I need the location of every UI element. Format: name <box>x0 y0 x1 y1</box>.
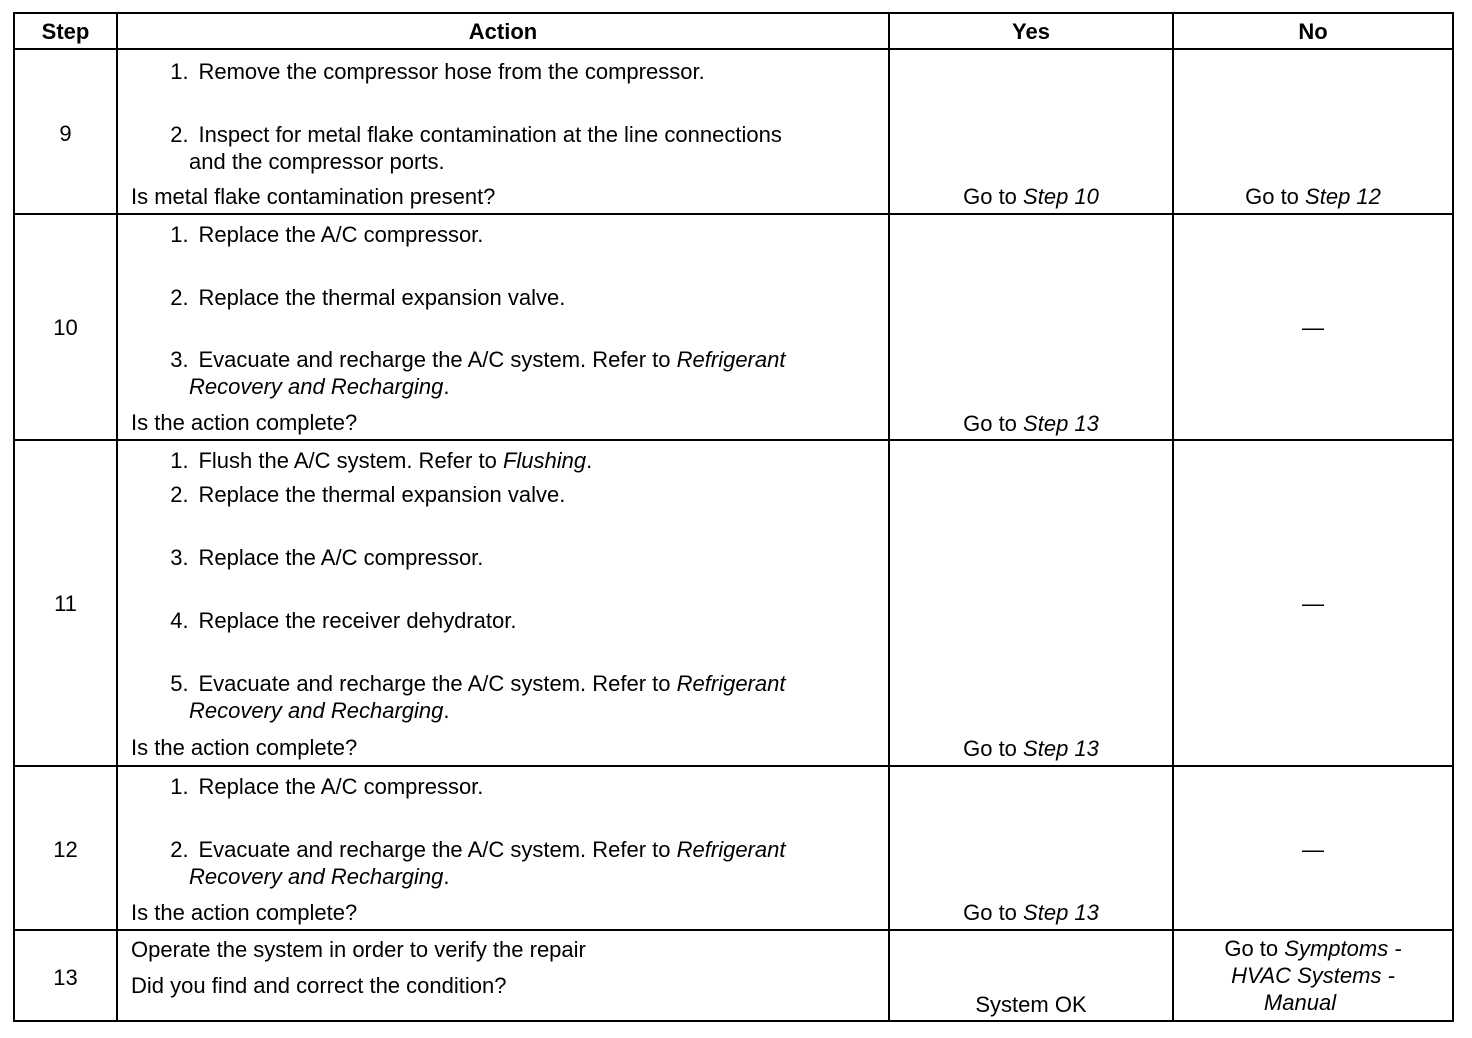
column-divider <box>888 14 890 48</box>
table-header <box>15 14 1452 50</box>
reference-link[interactable]: Symptoms - <box>1284 936 1402 961</box>
column-divider <box>888 441 890 765</box>
action-text: Operate the system in order to verify the repair <box>131 937 586 962</box>
item-text: Flush the A/C system. Refer to <box>198 448 497 473</box>
item-number: 3. <box>170 347 189 372</box>
item-number: 5. <box>170 671 189 696</box>
period: . <box>443 864 450 889</box>
item-number: 2. <box>170 482 189 507</box>
item-number: 2. <box>170 837 189 862</box>
item-text-continued <box>189 863 450 890</box>
list-item <box>149 773 483 800</box>
table-row <box>15 767 1452 931</box>
item-number: 2. <box>170 285 189 310</box>
no-outcome-continued <box>1174 989 1426 1016</box>
question: Did you find and correct the condition? <box>131 973 507 998</box>
column-divider <box>116 50 118 213</box>
column-divider <box>888 215 890 439</box>
step-number: 10 <box>53 315 78 340</box>
item-number: 1. <box>170 222 189 247</box>
no-outcome <box>1174 183 1452 210</box>
table-row <box>15 50 1452 215</box>
list-item <box>149 544 483 571</box>
yes-outcome <box>890 899 1172 926</box>
reference-link[interactable]: HVAC Systems - <box>1231 963 1395 988</box>
reference-link[interactable]: Refrigerant <box>676 837 786 862</box>
no-outcome-continued <box>1174 962 1452 989</box>
item-text: Evacuate and recharge the A/C system. Refer to <box>198 347 671 372</box>
step-number: 9 <box>59 121 72 146</box>
step-number: 12 <box>53 837 78 862</box>
column-divider <box>116 14 118 48</box>
reference-link[interactable]: Flushing <box>502 448 587 473</box>
item-text-continued: and the compressor ports. <box>189 149 445 174</box>
reference-link[interactable]: Recovery and Recharging <box>189 698 444 723</box>
item-text: Replace the A/C compressor. <box>198 545 484 570</box>
item-number: 4. <box>170 608 189 633</box>
item-text: Replace the A/C compressor. <box>198 774 484 799</box>
period: . <box>443 374 450 399</box>
header-step: Step <box>41 19 90 44</box>
column-divider <box>116 767 118 929</box>
item-text-continued <box>189 697 450 724</box>
no-outcome: — <box>1302 837 1324 862</box>
item-text-continued <box>189 373 450 400</box>
period: . <box>443 698 450 723</box>
column-divider <box>116 215 118 439</box>
item-text: Replace the A/C compressor. <box>198 222 484 247</box>
question: Is the action complete? <box>131 735 358 760</box>
yes-outcome: System OK <box>975 992 1087 1017</box>
step-number: 11 <box>54 591 77 616</box>
no-outcome: — <box>1302 315 1324 340</box>
header-no: No <box>1298 19 1328 44</box>
step-link[interactable]: Step 13 <box>1023 411 1099 436</box>
item-number: 1. <box>170 448 189 473</box>
column-divider <box>116 441 118 765</box>
item-number: 2. <box>170 122 189 147</box>
list-item <box>149 447 592 474</box>
item-text: Replace the thermal expansion valve. <box>198 285 566 310</box>
header-yes: Yes <box>1012 19 1050 44</box>
table-row <box>15 931 1452 1020</box>
go-to-text: Go to <box>963 411 1017 436</box>
go-to-text: Go to <box>963 184 1017 209</box>
column-divider <box>116 931 118 1020</box>
reference-link[interactable]: Recovery and Recharging <box>189 374 444 399</box>
list-item <box>149 284 565 311</box>
list-item <box>149 607 516 634</box>
go-to-text: Go to <box>1245 184 1299 209</box>
yes-outcome <box>890 735 1172 762</box>
item-text: Replace the thermal expansion valve. <box>198 482 566 507</box>
question: Is metal flake contamination present? <box>131 184 496 209</box>
item-text: Remove the compressor hose from the compressor. <box>198 59 705 84</box>
list-item <box>149 836 785 863</box>
header-action: Action <box>468 19 538 44</box>
step-number: 13 <box>53 965 78 990</box>
list-item <box>149 121 782 148</box>
item-number: 3. <box>170 545 189 570</box>
list-item <box>149 221 483 248</box>
item-text: Evacuate and recharge the A/C system. Refer to <box>198 671 671 696</box>
step-link[interactable]: Step 12 <box>1305 184 1381 209</box>
question: Is the action complete? <box>131 410 358 435</box>
reference-link[interactable]: Recovery and Recharging <box>189 864 444 889</box>
no-outcome: — <box>1302 591 1324 616</box>
table-row <box>15 441 1452 767</box>
reference-link[interactable]: Manual <box>1263 990 1337 1015</box>
yes-outcome <box>890 183 1172 210</box>
list-item <box>149 58 705 85</box>
column-divider <box>1172 14 1174 48</box>
item-number: 1. <box>170 59 189 84</box>
question: Is the action complete? <box>131 900 358 925</box>
yes-outcome <box>890 410 1172 437</box>
item-text: Replace the receiver dehydrator. <box>198 608 517 633</box>
diagnostic-table <box>13 12 1454 1022</box>
step-link[interactable]: Step 13 <box>1023 900 1099 925</box>
list-item <box>149 346 785 373</box>
item-number: 1. <box>170 774 189 799</box>
step-link[interactable]: Step 13 <box>1023 736 1099 761</box>
list-item <box>149 670 785 697</box>
table-row <box>15 215 1452 441</box>
period: . <box>586 448 593 473</box>
step-link[interactable]: Step 10 <box>1023 184 1099 209</box>
item-text: Evacuate and recharge the A/C system. Refer to <box>198 837 671 862</box>
item-text: Inspect for metal flake contamination at the line connections <box>198 122 782 147</box>
reference-link[interactable]: Refrigerant <box>676 347 786 372</box>
no-outcome <box>1174 935 1452 962</box>
reference-link[interactable]: Refrigerant <box>676 671 786 696</box>
go-to-text: Go to <box>963 736 1017 761</box>
list-item <box>149 481 565 508</box>
go-to-text: Go to <box>1224 936 1279 961</box>
go-to-text: Go to <box>963 900 1017 925</box>
